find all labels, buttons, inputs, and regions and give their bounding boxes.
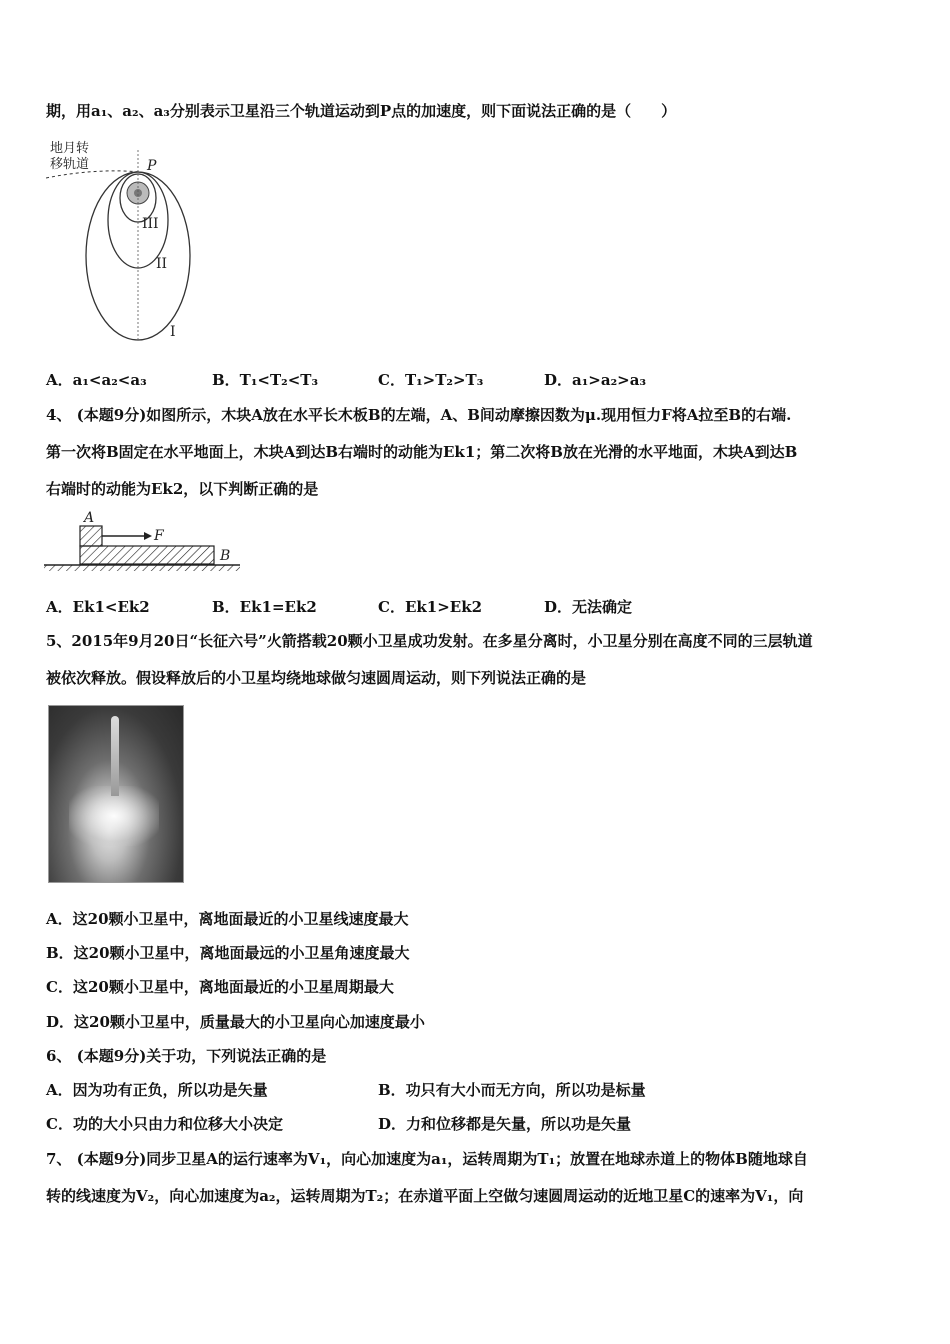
q4-option-c[interactable]: C．Ek1>Ek2 [378,598,483,616]
block-a [80,526,102,546]
orbit-i-label: I [170,324,176,340]
q5-option-b[interactable]: B．这20颗小卫星中，离地面最远的小卫星角速度最大 [46,944,410,962]
q7-stem-line-2: 转的线速度为V₂，向心加速度为a₂，运转周期为T₂；在赤道平面上空做匀速圆周运动的近地卫星C的速率为V₁，向 [46,1187,804,1205]
q5-stem-line-1: 5、2015年9月20日“长征六号”火箭搭载20颗小卫星成功发射。在多星分离时，小卫星分别在高度不同的三层轨道 [46,632,813,650]
q7-stem-line-1: 7、 (本题9分)同步卫星A的运行速率为V₁，向心加速度为a₁，运转周期为T₁；放置在地球赤道上的物体B随地球自 [46,1150,808,1168]
q4-option-b[interactable]: B．Ek1=Ek2 [212,598,317,616]
q4-stem-line-2: 第一次将B固定在水平地面上，木块A到达B右端时的动能为Ek1；第二次将B放在光滑的水平地面，木块A到达B [46,443,798,461]
ground-hatch [44,565,240,571]
board-b [80,546,214,564]
q6-option-a[interactable]: A．因为功有正负，所以功是矢量 [46,1081,268,1099]
q6-option-c[interactable]: C．功的大小只由力和位移大小决定 [46,1115,283,1133]
orbit-transfer-label-2: 移轨道 [50,157,90,172]
orbit-transfer-label-1: 地月转 [50,141,90,156]
q3-option-b[interactable]: B．T₁<T₂<T₃ [212,371,319,389]
block-a-label: A [84,510,95,526]
q4-option-d[interactable]: D．无法确定 [544,598,633,616]
q4-stem-line-3: 右端时的动能为Ek2，以下判断正确的是 [46,480,319,498]
orbit-diagram [46,138,216,348]
q3-option-a[interactable]: A．a₁<a₂<a₃ [46,371,147,389]
q3-option-d[interactable]: D．a₁>a₂>a₃ [544,371,647,389]
block-board-diagram [44,508,244,574]
q6-option-d[interactable]: D．力和位移都是矢量，所以功是矢量 [378,1115,632,1133]
q4-stem-line-1: 4、 (本题9分)如图所示，木块A放在水平长木板B的左端，A、B间动摩擦因数为μ.现用恒力F将A拉至B的右端. [46,406,792,424]
force-arrow-head [144,532,152,540]
orbit-ii-label: II [156,256,168,272]
rocket-launch-photo [48,705,184,883]
q5-option-d[interactable]: D．这20颗小卫星中，质量最大的小卫星向心加速度最小 [46,1013,425,1031]
point-p-label: P [147,158,157,174]
q4-option-a[interactable]: A．Ek1<Ek2 [46,598,150,616]
q3-option-c[interactable]: C．T₁>T₂>T₃ [378,371,484,389]
q5-stem-line-2: 被依次释放。假设释放后的小卫星均绕地球做匀速圆周运动，则下列说法正确的是 [46,669,587,687]
q5-option-a[interactable]: A．这20颗小卫星中，离地面最近的小卫星线速度最大 [46,910,409,928]
board-b-label: B [220,548,231,564]
q5-option-c[interactable]: C．这20颗小卫星中，离地面最近的小卫星周期最大 [46,978,394,996]
rocket-body [111,716,119,796]
force-f-label: F [154,528,164,544]
q6-option-b[interactable]: B．功只有大小而无方向，所以功是标量 [378,1081,646,1099]
q3-stem-line: 期，用a₁、a₂、a₃分别表示卫星沿三个轨道运动到P点的加速度，则下面说法正确的是（ ） [46,102,677,120]
orbit-iii-label: III [142,216,159,232]
q6-stem-line-1: 6、 (本题9分)关于功，下列说法正确的是 [46,1047,327,1065]
